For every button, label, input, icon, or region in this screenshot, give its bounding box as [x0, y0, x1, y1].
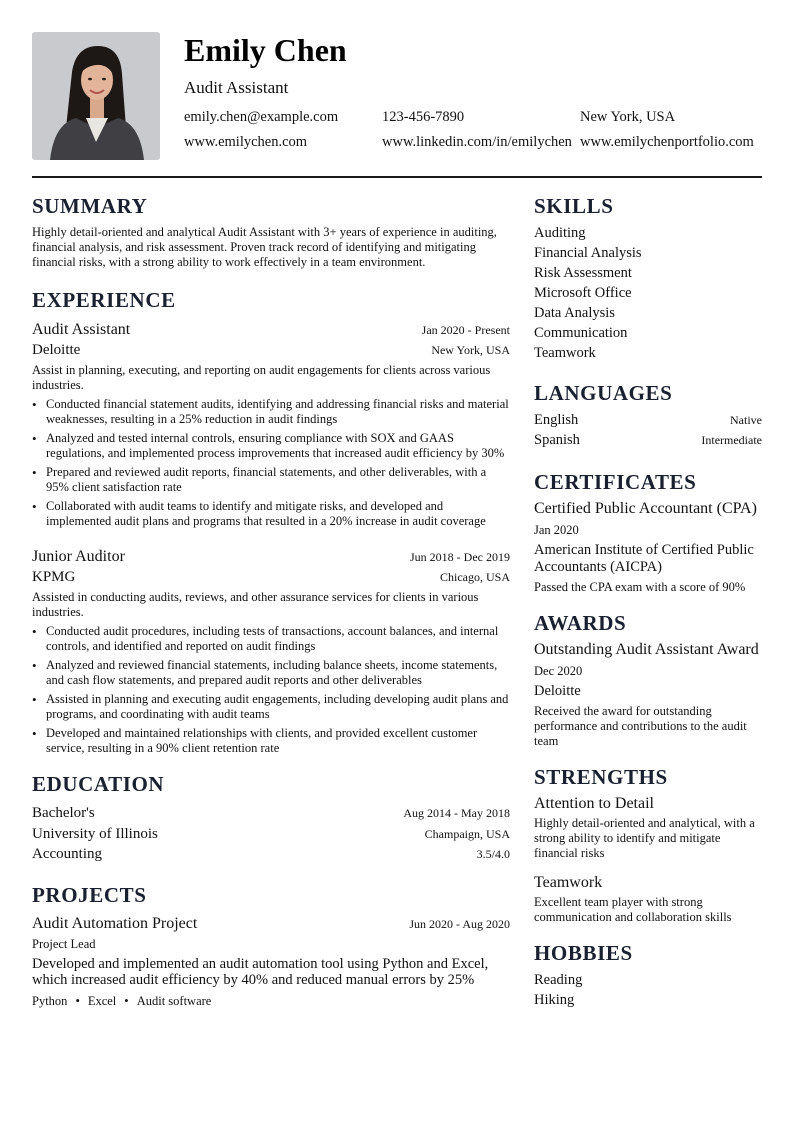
strengths-section — [534, 763, 762, 925]
award-issuer: Deloitte — [534, 683, 581, 699]
awards-section — [534, 609, 762, 749]
award-name: Outstanding Audit Assistant Award — [534, 641, 759, 658]
projects-heading: PROJECTS — [32, 882, 147, 907]
award-description: Received the award for outstanding performance and contributions to the audit team — [534, 704, 747, 748]
edu-gpa: 3.5/4.0 — [476, 847, 510, 861]
education-heading: EDUCATION — [32, 772, 165, 796]
job-bullet: • Collaborated with audit teams to identify and mitigate risks, and developed and implemented audit plans and programs that resulted in a 20% increase in audit coverage — [32, 499, 510, 529]
languages-heading: LANGUAGES — [534, 381, 673, 405]
contact-portfolio[interactable]: www.emilychenportfolio.com — [580, 134, 754, 150]
job-company: KPMG — [32, 569, 76, 585]
job-bullet: • Analyzed and reviewed financial statements, including balance sheets, income statements, and cash flow statements, and prepared audit reports and other deliverables — [32, 658, 510, 688]
hobby-item: Hiking — [534, 992, 575, 1008]
hobbies-heading: HOBBIES — [534, 941, 633, 965]
skill-item: Risk Assessment — [534, 265, 632, 281]
summary-heading: SUMMARY — [32, 194, 148, 218]
job-bullet: • Developed and maintained relationships with clients, and provided excellent customer service, resulting in a 90% client retention rate — [32, 726, 510, 756]
job-bullet: • Assisted in planning and executing audit engagements, including developing audit plans and programs, and coordinating with audit teams — [32, 692, 510, 722]
project-dates: Jun 2020 - Aug 2020 — [409, 916, 510, 931]
certificates-heading: CERTIFICATES — [534, 470, 697, 494]
certificate-name: Certified Public Accountant (CPA) — [534, 500, 757, 517]
language-name: Spanish — [534, 432, 580, 448]
project-tag: Audit software — [136, 993, 212, 1008]
edu-dates: Aug 2014 - May 2018 — [403, 806, 510, 820]
job-bullet: • Conducted financial statement audits, identifying and addressing financial risks and material weaknesses, resulting in a 25% reduction in audit findings — [32, 397, 510, 427]
left-column — [32, 192, 510, 1023]
languages-section — [534, 379, 762, 450]
job-bullets — [32, 624, 510, 756]
job-location: New York, USA — [431, 343, 510, 357]
award-date: Dec 2020 — [534, 664, 583, 678]
skill-item: Auditing — [534, 225, 586, 241]
job-title: Junior Auditor — [32, 548, 125, 565]
strength-name: Attention to Detail — [534, 795, 654, 812]
education-section — [32, 770, 510, 865]
job-dates: Jan 2020 - Present — [421, 323, 510, 337]
experience-section — [32, 286, 510, 756]
project-role: Project Lead — [32, 936, 96, 951]
job-description: Assist in planning, executing, and reporting on audit engagements for clients across various industries. — [32, 363, 491, 392]
summary-text: Highly detail-oriented and analytical Audit Assistant with 3+ years of experience in auditing, financial analysis, and risk assessment. Proven track record of identifying and mitigating financial risks, with a strong ability to work effectively in a team environment. — [32, 225, 497, 269]
job-location: Chicago, USA — [440, 570, 510, 584]
edu-degree: Bachelor's — [32, 805, 95, 821]
skill-item: Teamwork — [534, 345, 596, 361]
summary-section — [32, 192, 510, 270]
projects-section — [32, 881, 510, 1009]
resume-page — [32, 32, 762, 1008]
experience-item — [32, 320, 510, 529]
skill-item: Data Analysis — [534, 305, 615, 321]
profile-photo — [32, 32, 160, 160]
skill-item: Communication — [534, 325, 628, 341]
certificate-description: Passed the CPA exam with a score of 90% — [534, 580, 746, 594]
project-tag: Python — [32, 993, 68, 1008]
contact-info — [184, 107, 764, 152]
project-tags: Python • Excel • Audit software — [32, 993, 212, 1008]
language-level: Native — [730, 413, 762, 427]
job-bullets — [32, 397, 510, 529]
right-column — [534, 192, 762, 1024]
project-description: Developed and implemented an audit automation tool using Python and Excel, which increased audit efficiency by 40% and reduced manual errors by 25% — [32, 955, 489, 988]
strengths-heading: STRENGTHS — [534, 765, 668, 789]
skills-section — [534, 192, 762, 363]
job-title: Audit Assistant — [32, 321, 131, 338]
contact-linkedin[interactable]: www.linkedin.com/in/emilychen — [382, 134, 572, 150]
language-item — [534, 430, 762, 450]
experience-heading: EXPERIENCE — [32, 288, 176, 312]
job-company: Deloitte — [32, 342, 81, 358]
candidate-title: Audit Assistant — [184, 78, 289, 97]
project-tag: Excel — [87, 993, 117, 1008]
candidate-name: Emily Chen — [184, 32, 347, 68]
certificate-date: Jan 2020 — [534, 523, 579, 537]
awards-heading: AWARDS — [534, 611, 627, 635]
job-description: Assisted in conducting audits, reviews, and other assurance services for clients in various industries. — [32, 590, 479, 619]
job-bullet: • Prepared and reviewed audit reports, financial statements, and other deliverables, with a 95% client satisfaction rate — [32, 465, 510, 495]
contact-location: New York, USA — [580, 109, 676, 125]
language-item — [534, 410, 762, 430]
hobby-item: Reading — [534, 972, 583, 988]
skill-item: Financial Analysis — [534, 245, 642, 261]
skill-item: Microsoft Office — [534, 285, 632, 301]
job-bullet: • Analyzed and tested internal controls, ensuring compliance with SOX and GAAS regulations, and implemented process improvements that increased audit efficiency by 30% — [32, 431, 510, 461]
contact-email[interactable]: emily.chen@example.com — [184, 109, 339, 125]
skills-heading: SKILLS — [534, 194, 614, 218]
job-dates: Jun 2018 - Dec 2019 — [410, 550, 510, 564]
language-level: Intermediate — [701, 433, 762, 447]
strength-description: Excellent team player with strong communication and collaboration skills — [534, 895, 732, 924]
edu-field: Accounting — [32, 846, 102, 862]
contact-website[interactable]: www.emilychen.com — [184, 134, 308, 150]
project-name: Audit Automation Project — [32, 914, 198, 932]
header-divider — [32, 176, 762, 178]
edu-location: Champaign, USA — [424, 826, 510, 841]
resume-header — [32, 32, 762, 160]
certificates-section — [534, 468, 762, 595]
strength-name: Teamwork — [534, 874, 603, 891]
certificate-issuer: American Institute of Certified Public Accountants (AICPA) — [534, 542, 754, 575]
contact-phone[interactable]: 123-456-7890 — [382, 109, 465, 125]
hobbies-section — [534, 939, 762, 1010]
strength-description: Highly detail-oriented and analytical, with a strong ability to identify and mitigate financial risks — [534, 816, 755, 860]
experience-item — [32, 547, 510, 756]
job-bullet: • Conducted audit procedures, including tests of transactions, account balances, and internal controls, and identified and reported on audit findings — [32, 624, 510, 654]
language-name: English — [534, 412, 579, 428]
edu-school: University of Illinois — [32, 825, 158, 842]
